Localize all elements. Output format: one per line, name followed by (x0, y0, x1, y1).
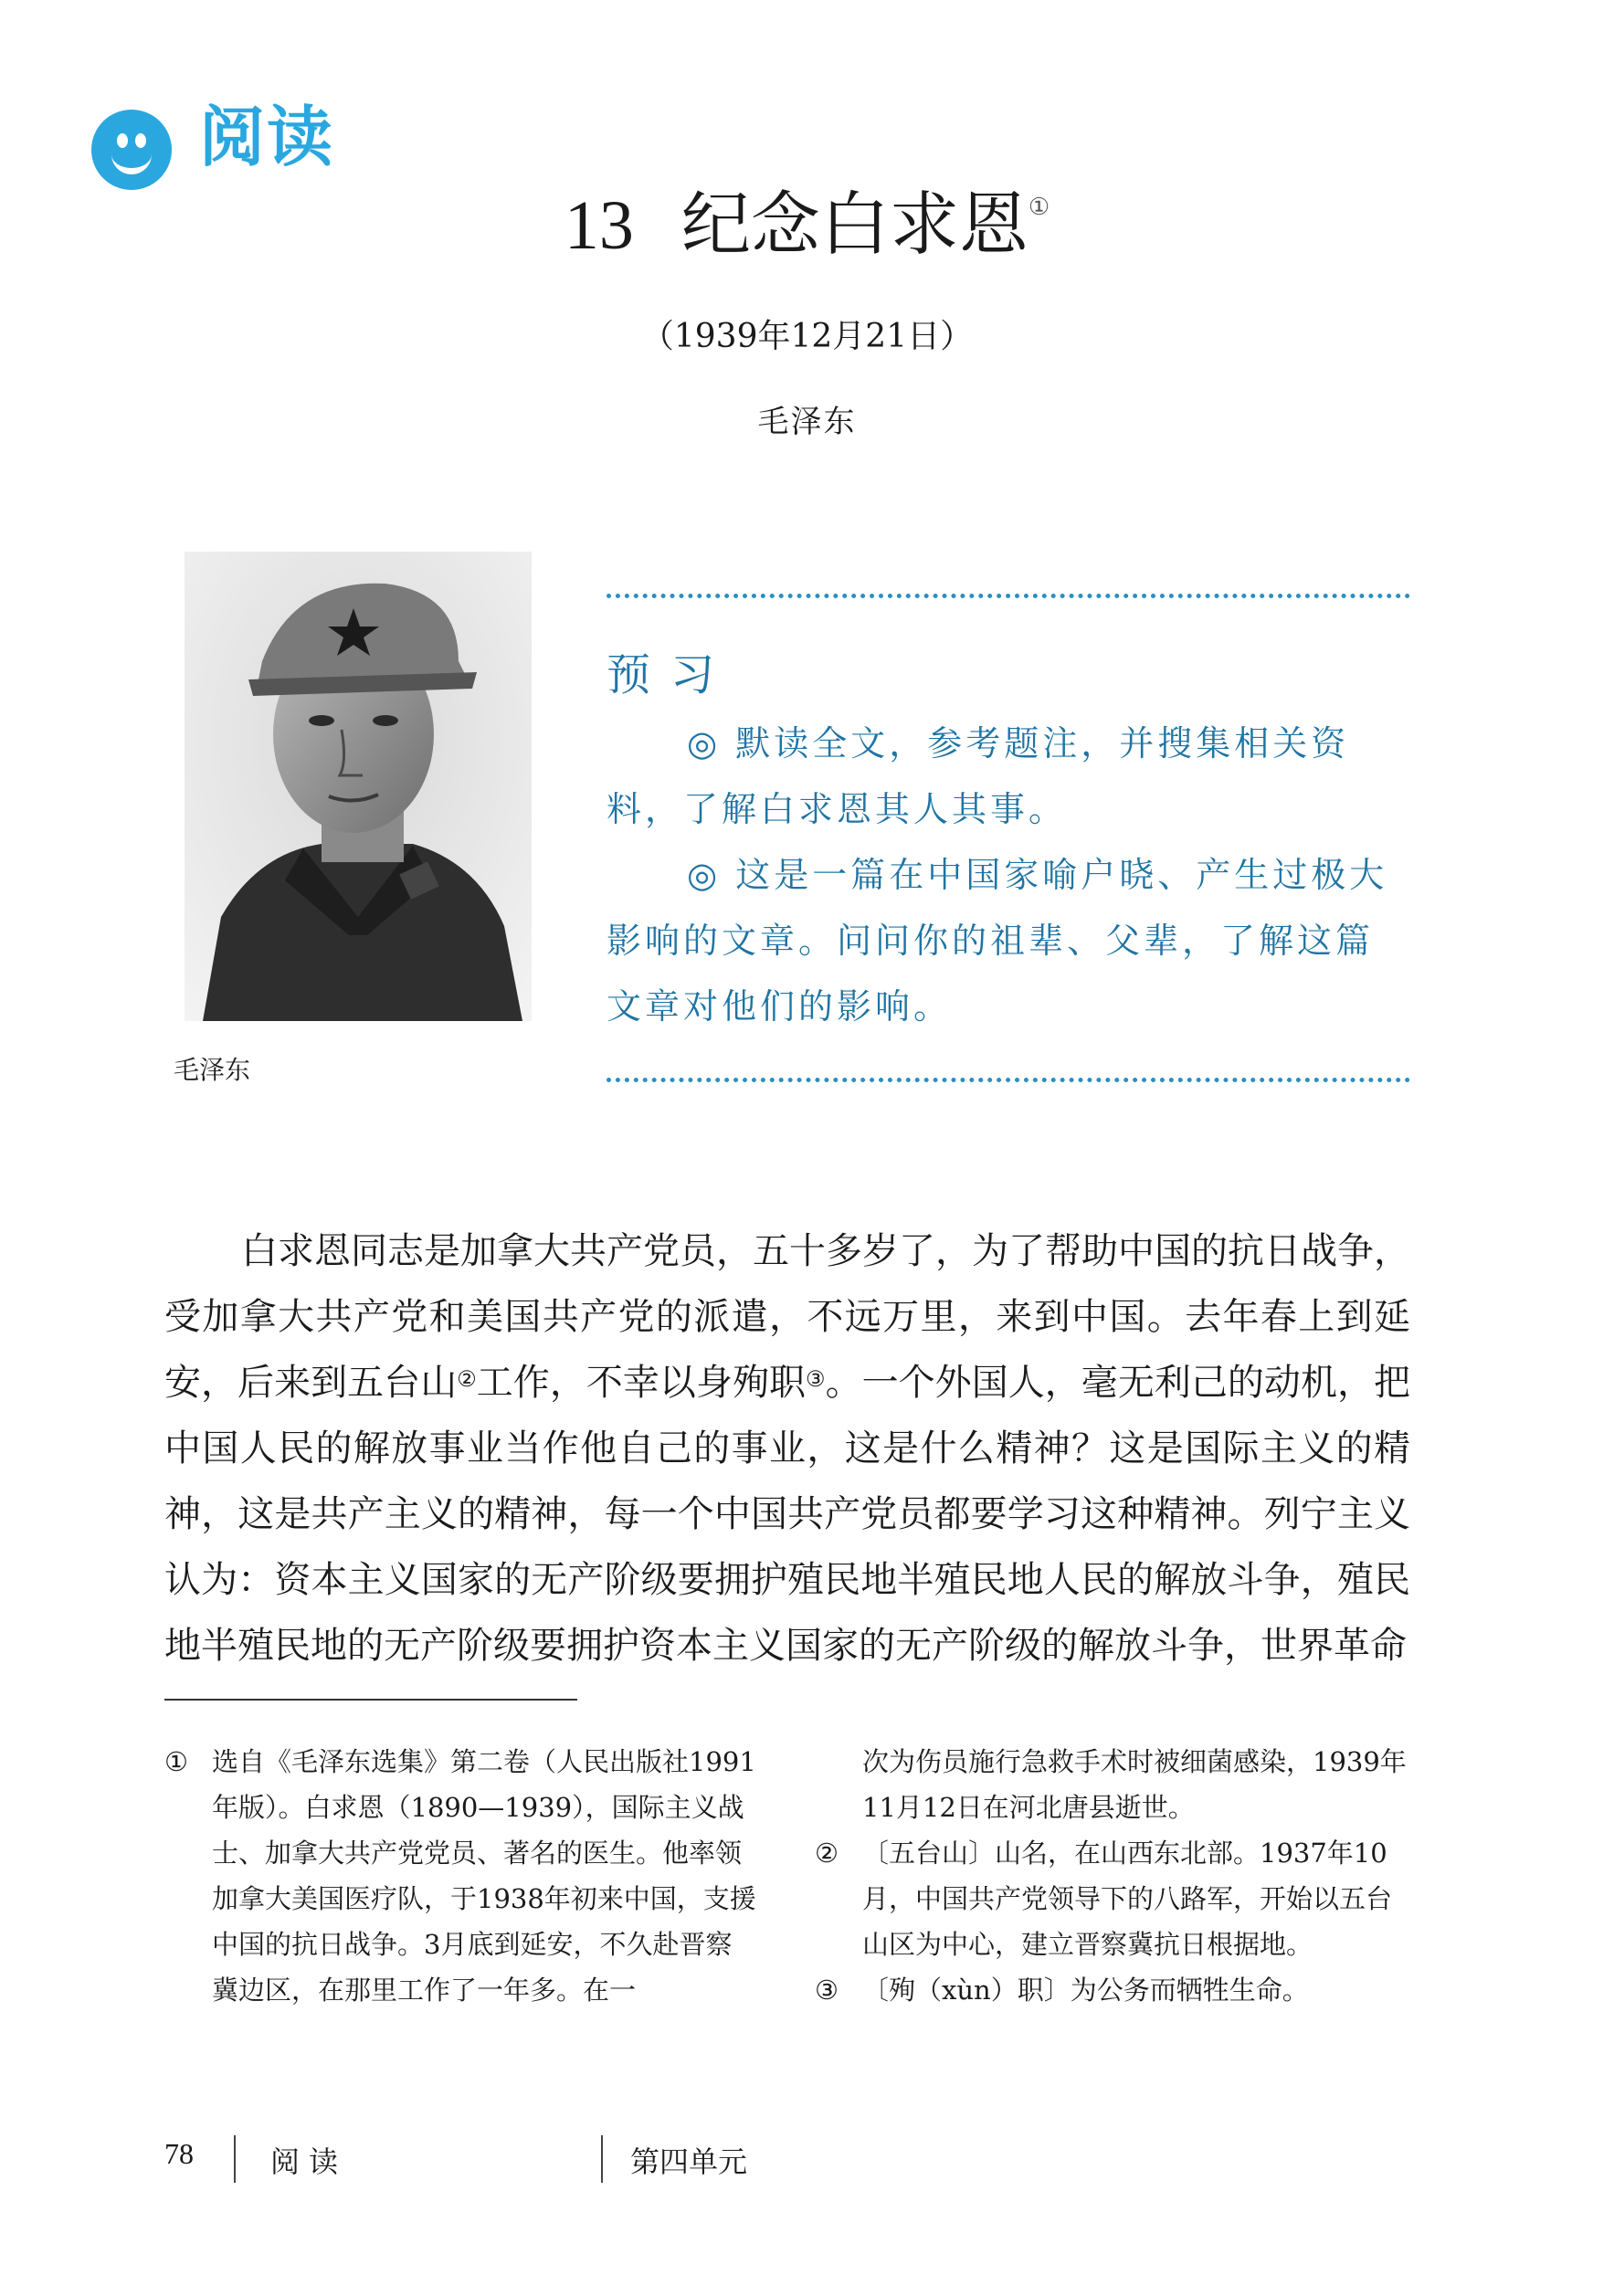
body-text-segment: 白求恩同志是加拿大共产党员，五十多岁了，为了帮助中国的抗日战争，受加拿大共产党和美国共产党的派遣，不远万里，来到中国。去年春上到延安，后来到五台山 (164, 1230, 1410, 1404)
lesson-number: 13 (564, 187, 634, 264)
body-paragraph (164, 1218, 1410, 1679)
preview-item-1: ◎ 默读全文，参考题注，并搜集相关资料，了解白求恩其人其事。 (607, 723, 1350, 829)
footnote-1-mark: ① (164, 1746, 188, 1777)
footnote-2-mark: ② (815, 1838, 839, 1869)
footer-section-label: 阅读 (270, 2144, 348, 2179)
body-text-segment: 工作，不幸以身殉职 (476, 1362, 807, 1404)
footer-divider (601, 2135, 603, 2183)
footnote-1-text: 选自《毛泽东选集》第二卷（人民出版社1991年版）。白求恩（1890—1939），国际主义战士、加拿大共产党党员、著名的医生。他率领加拿大美国医疗队，于1938年初来中国，支援中国的抗日战争。3月底到延安，不久赴晋察冀边区，在那里工作了一年多。在一 (212, 1746, 756, 2006)
lesson-title (0, 183, 1614, 268)
author-name: 毛泽东 (757, 404, 857, 440)
footnote-1 (164, 1739, 758, 2013)
footnote-3-text: 〔殉（xùn）职〕为公务而牺牲生命。 (862, 1975, 1309, 2006)
footer-unit-label: 第四单元 (630, 2144, 748, 2179)
footnote-ref-2[interactable]: ② (457, 1366, 477, 1392)
footnotes-right-column (815, 1739, 1410, 2013)
body-text-segment: 。一个外国人，毫无利己的动机，把中国人民的解放事业当作他自己的事业，这是什么精神？这是国际主义的精神，这是共产主义的精神，每一个中国共产党员都要学习这种精神。列宁主义认为：资本主义国家的无产阶级要拥护殖民地半殖民地人民的解放斗争，殖民地半殖民地的无产阶级要拥护资本主义国家的无产阶级的解放斗争，世界革命 (164, 1362, 1411, 1667)
footnote-3-mark: ③ (815, 1975, 839, 2006)
preview-top-divider (607, 594, 1410, 598)
footer-divider (234, 2135, 236, 2183)
section-label: 阅读 (199, 99, 335, 175)
page-number: 78 (164, 2137, 194, 2170)
lesson-date: （1939年12月21日） (640, 318, 974, 355)
portrait-photo (185, 552, 532, 1021)
title-footnote-mark[interactable]: ① (1028, 194, 1050, 221)
preview-heading: 预习 (607, 649, 735, 700)
preview-item-2: ◎ 这是一篇在中国家喻户晓、产生过极大影响的文章。问问你的祖辈、父辈，了解这篇文章对他们的影响。 (607, 855, 1388, 1027)
footnote-rule (164, 1699, 577, 1701)
footnote-ref-3[interactable]: ③ (806, 1366, 826, 1392)
preview-bottom-divider (607, 1078, 1410, 1082)
smiley-icon (91, 110, 172, 190)
footnote-1-continued: 次为伤员施行急救手术时被细菌感染，1939年11月12日在河北唐县逝世。 (862, 1746, 1407, 1823)
portrait-caption: 毛泽东 (174, 1055, 251, 1085)
footnotes-left-column (164, 1739, 758, 2013)
footnote-2 (815, 1830, 1410, 1967)
footnote-3 (815, 1967, 1410, 2013)
lesson-title-text: 纪念白求恩 (680, 184, 1029, 265)
footnote-2-text: 〔五台山〕山名，在山西东北部。1937年10月，中国共产党领导下的八路军，开始以五台山区为中心，建立晋察冀抗日根据地。 (862, 1838, 1393, 1960)
